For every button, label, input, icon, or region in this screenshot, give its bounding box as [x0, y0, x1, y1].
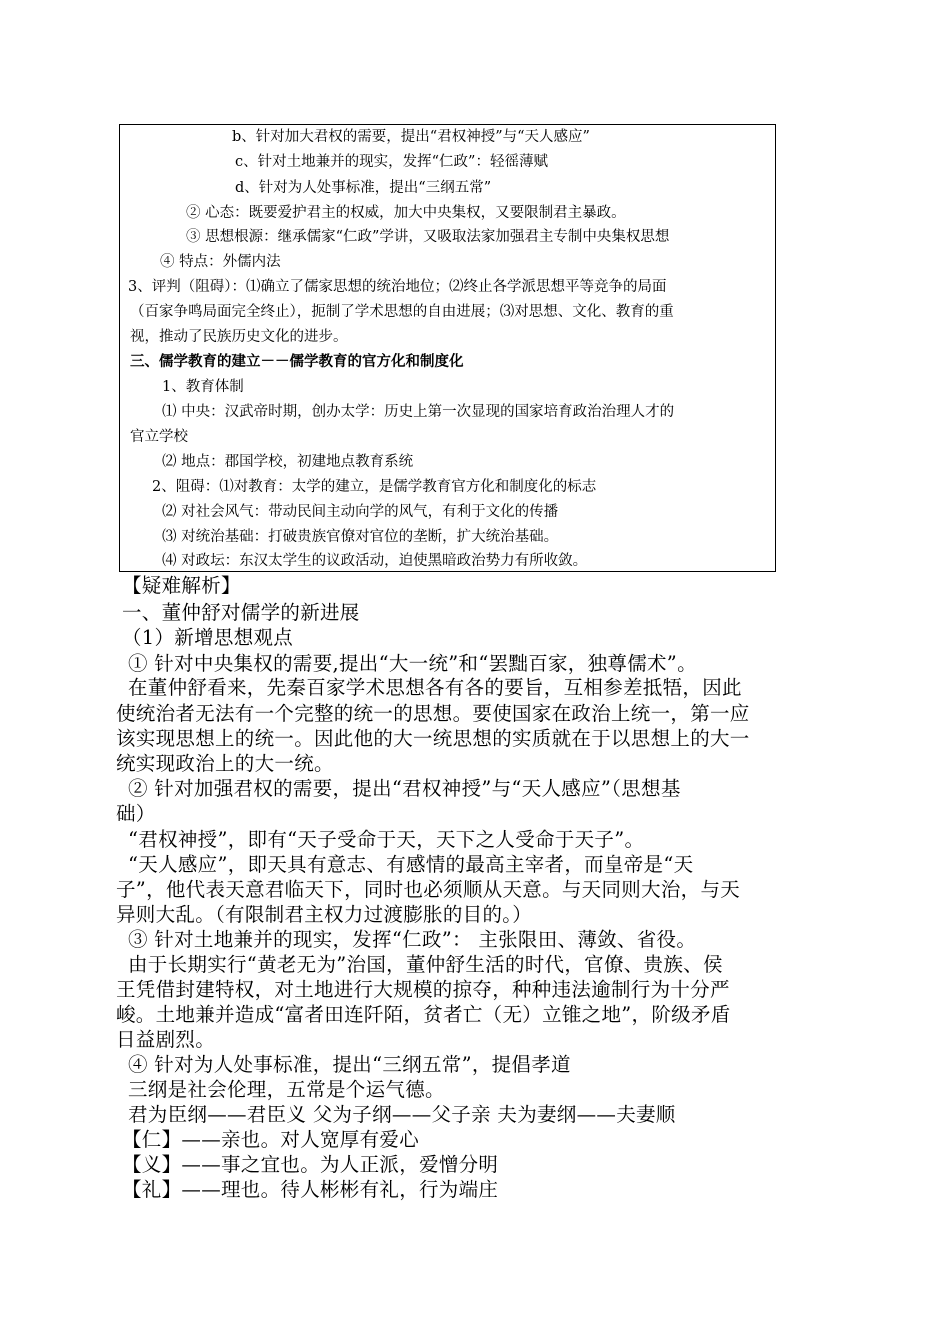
box-line: 1、教育体制 — [162, 379, 244, 395]
box-line: 视，推动了民族历史文化的进步。 — [130, 329, 348, 345]
text-line: 【义】——事之宜也。为人正派，爱憎分明 — [122, 1153, 499, 1176]
box-line: ⑵ 对社会风气：带动民间主动向学的风气，有利于文化的传播 — [162, 504, 559, 520]
box-line: b、针对加大君权的需要，提出“君权神授”与“天人感应” — [232, 129, 590, 145]
text-line: 该实现思想上的统一。因此他的大一统思想的实质就在于以思想上的大一 — [116, 727, 750, 750]
box-line: 2、阻碍：⑴对教育：太学的建立，是儒学教育官方化和制度化的标志 — [152, 479, 597, 495]
text-line: 在董仲舒看来，先秦百家学术思想各有各的要旨，互相参差抵牾，因此 — [128, 676, 742, 699]
text-line: 础） — [116, 802, 156, 825]
box-line: ⑴ 中央：汉武帝时期，创办太学：历史上第一次显现的国家培育政治治理人才的 — [162, 404, 675, 420]
text-line: 统实现政治上的大一统。 — [116, 752, 334, 775]
box-line: ③ 思想根源：继承儒家“仁政”学讲，又吸取法家加强君主专制中央集权思想 — [186, 229, 670, 245]
box-line: d、针对为人处事标准，提出“三纲五常” — [235, 180, 492, 196]
text-line: ③ 针对土地兼并的现实，发挥“仁政”： 主张限田、薄敛、省役。 — [128, 928, 697, 951]
text-line: 王凭借封建特权，对土地进行大规模的掠夺，种种违法逾制行为十分严 — [116, 978, 730, 1001]
text-line: 三纲是社会伦理，五常是个运气德。 — [128, 1078, 445, 1101]
text-line: ④ 针对为人处事标准，提出“三纲五常”，提倡孝道 — [128, 1053, 571, 1076]
text-line: 君为臣纲——君臣义 父为子纲——父子亲 夫为妻纲——夫妻顺 — [128, 1103, 676, 1126]
text-line: 【仁】——亲也。对人宽厚有爱心 — [122, 1128, 419, 1151]
text-line: “君权神授”，即有“天子受命于天，天下之人受命于天子”。 — [128, 828, 645, 851]
box-line: ⑷ 对政坛：东汉太学生的议政活动，迫使黑暗政治势力有所收敛。 — [162, 553, 588, 569]
text-line: 峻。土地兼并造成“富者田连阡陌，贫者亡（无）立锥之地”，阶级矛盾 — [116, 1003, 731, 1026]
text-line: 异则大乱。（有限制君主权力过渡膨胀的目的。） — [116, 903, 533, 926]
box-line: ④ 特点：外儒内法 — [160, 254, 281, 270]
text-line: ② 针对加强君权的需要，提出“君权神授”与“天人感应”（思想基 — [128, 777, 681, 800]
text-line: ① 针对中央集权的需要,提出“大一统”和“罢黜百家，独尊儒术”。 — [128, 652, 697, 675]
box-line: 3、评判（阻碍）：⑴确立了儒家思想的统治地位；⑵终止各学派思想平等竞争的局面 — [128, 279, 667, 295]
box-line: ⑶ 对统治基础：打破贵族官僚对官位的垄断，扩大统治基础。 — [162, 529, 559, 545]
heading: 一、董仲舒对儒学的新进展 — [122, 601, 360, 624]
box-line: （百家争鸣局面完全终止），扼制了学术思想的自由进展；⑶对思想、文化、教育的重 — [130, 304, 674, 320]
text-line: 日益剧烈。 — [116, 1028, 216, 1051]
section-title: 【疑难解析】 — [122, 574, 241, 597]
text-line: 由于长期实行“黄老无为”治国，董仲舒生活的时代，官僚、贵族、侯 — [128, 953, 723, 976]
text-line: 子”，他代表天意君临天下，同时也必须顺从天意。与天同则大治，与天 — [116, 878, 741, 901]
subheading: （1）新增思想观点 — [122, 626, 294, 649]
text-line: “天人感应”，即天具有意志、有感情的最高主宰者，而皇帝是“天 — [128, 853, 694, 876]
text-line: 使统治者无法有一个完整的统一的思想。要使国家在政治上统一，第一应 — [116, 702, 750, 725]
text-line: 【礼】——理也。待人彬彬有礼，行为端庄 — [122, 1178, 499, 1201]
box-line: 官立学校 — [130, 429, 188, 445]
box-line: ⑵ 地点：郡国学校，初建地点教育系统 — [162, 454, 414, 470]
box-line: ② 心态：既要爱护君主的权威，加大中央集权，又要限制君主暴政。 — [186, 205, 626, 221]
section-heading: 三、儒学教育的建立－－儒学教育的官方化和制度化 — [130, 353, 464, 370]
box-line: c、针对土地兼并的现实，发挥“仁政”：轻徭薄赋 — [235, 154, 548, 170]
